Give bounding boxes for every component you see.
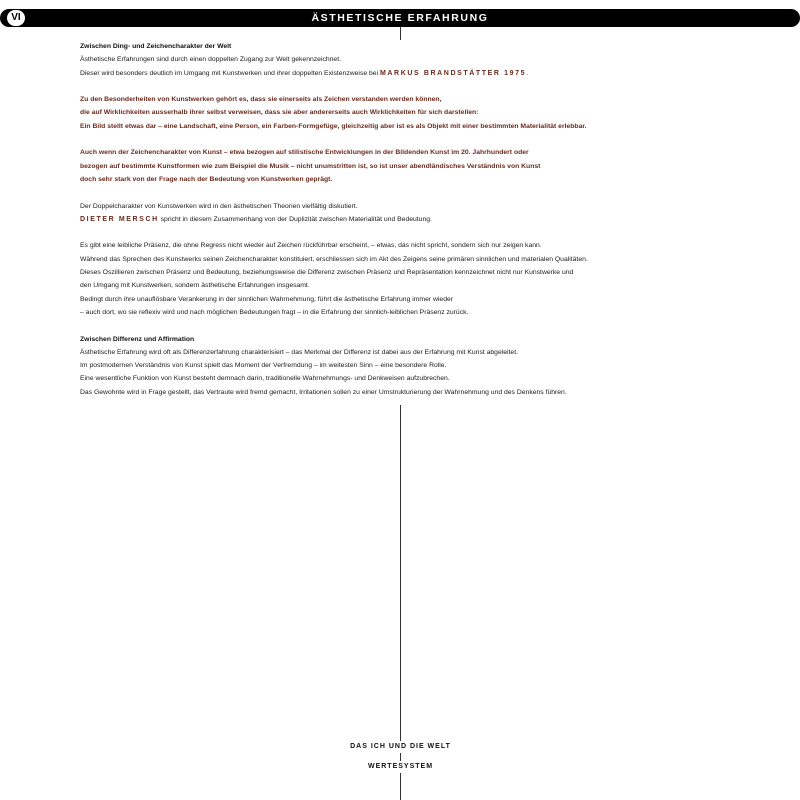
paragraph-text: Dieser wird besonders deutlich im Umgang mit Kunstwerken und ihrer doppelten Existenzweise bei [80,69,379,77]
paragraph-line: Ästhetische Erfahrung wird oft als Differenzerfahrung charakterisiert – das Merkmal der Differenz ist dabei aus der Erfahrung mit Kunst abgeleitet. [80,348,518,356]
paragraph-line: Das Gewohnte wird in Frage gestellt, das Vertraute wird fremd gemacht, Irritationen sollen zu einer Umstrukturierung der Wahrnehmung und des Denkens führen. [80,388,567,396]
paragraph-line: Dieses Oszillieren zwischen Präsenz und Bedeutung, beziehungsweise die Differenz zwischen Präsenz und Repräsentation kennzeichnet nicht nur Kunstwerke und [80,269,574,277]
body-text [80,40,720,405]
chapter-title: ÄSTHETISCHE ERFAHRUNG [311,12,489,24]
author-name: DIETER MERSCH [80,215,159,223]
footer-label-ich-welt: DAS ICH UND DIE WELT [330,741,471,753]
paragraph-line: Ästhetische Erfahrungen sind durch einen doppelten Zugang zur Welt gekennzeichnet. [80,56,341,64]
highlight-line: bezogen auf bestimmte Kunstformen wie zum Beispiel die Musik – nicht unumstritten ist, so ist unser abendländisches Verständnis von Kunst [80,162,541,170]
highlight-line: die auf Wirklichkeiten ausserhalb ihrer selbst verweisen, dass sie aber andererseits auch Wirklichkeiten für sich darstellen: [80,109,479,117]
section-heading: Zwischen Ding- und Zeichencharakter der Welt [80,43,232,50]
paragraph-line: Es gibt eine leibliche Präsenz, die ohne Regress nicht wieder auf Zeichen rückführbar erscheint, – etwas, das nicht spricht, sondern sich nur zeigen kann. [80,242,542,250]
paragraph-line: Bedingt durch ihre unauflösbare Verankerung in der sinnlichen Wahrnehmung, führt die ästhetische Erfahrung immer wieder [80,295,454,303]
highlight-line: doch sehr stark von der Frage nach der Bedeutung von Kunstwerken geprägt. [80,175,333,183]
punctuation: . [526,69,528,77]
paragraph-line [80,67,720,80]
highlight-line: Zu den Besonderheiten von Kunstwerken gehört es, dass sie einerseits als Zeichen verstanden werden können, [80,96,442,104]
paragraph-line: – auch dort, wo sie reflexiv wird und nach möglichen Bedeutungen fragt – in die Erfahrung der sinnlich-leiblichen Präsenz zurück. [80,308,469,316]
paragraph-line: Der Doppelcharakter von Kunstwerken wird in den ästhetischen Theorien vielfältig diskutiert. [80,202,358,210]
paragraph-line: Im postmodernen Verständnis von Kunst spielt das Moment der Verfremdung – im weitesten Sinn – eine besondere Rolle. [80,362,447,370]
paragraph-line [80,213,720,226]
paragraph-text: spricht in diesem Zusammenhang von der Duplizität zwischen Materialität und Bedeutung. [158,215,432,223]
highlight-line: Ein Bild stellt etwas dar – eine Landschaft, eine Person, ein Farben-Formgefüge, gleichzeitig aber ist es als Objekt mit einer bestimmten Materialität erlebbar. [80,122,587,130]
header-bar [0,9,800,27]
section-heading: Zwischen Differenz und Affirmation [80,335,195,343]
highlight-line: Auch wenn der Zeichencharakter von Kunst – etwa bezogen auf stilistische Entwicklungen in der Bildenden Kunst im 20. Jahrhundert oder [80,149,529,157]
paragraph-line: den Umgang mit Kunstwerken, sondern ästhetische Erfahrungen insgesamt. [80,282,310,290]
page-number: VI [7,10,25,26]
author-name: MARKUS BRANDSTÄTTER 1975 [379,69,527,77]
paragraph-line: Eine wesentliche Funktion von Kunst besteht demnach darin, traditionelle Wahrnehmungs- und Denkweisen aufzubrechen. [80,375,450,383]
footer-label-wertesystem: WERTESYSTEM [330,761,471,773]
paragraph-line: Während das Sprechen des Kunstwerks seinen Zeichencharakter konstituiert, erschliessen sich im Akt des Zeigens seine primären sinnlichen und materialen Qualitäten. [80,255,588,263]
